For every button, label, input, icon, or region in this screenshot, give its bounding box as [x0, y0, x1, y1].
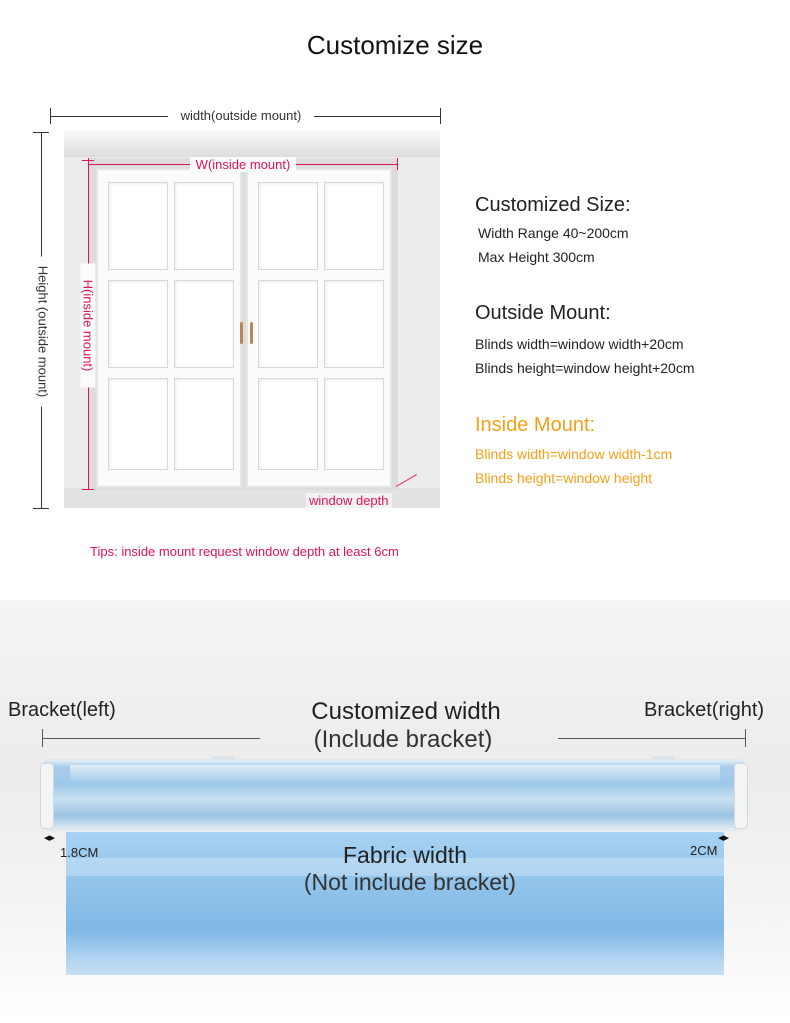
right-sash — [246, 168, 392, 488]
customized-width-label: Customized width — [311, 698, 501, 725]
left-sash — [96, 168, 242, 488]
outside-width-label: width(outside mount) — [168, 108, 314, 123]
outside-width-rule: Blinds width=window width+20cm — [475, 336, 684, 352]
inside-height-label: H(inside mount) — [81, 264, 96, 388]
fabric-width-label: Fabric width — [343, 842, 467, 868]
tips-note — [90, 544, 399, 559]
window-depth-label: window depth — [306, 493, 392, 508]
tube-highlight — [70, 765, 720, 783]
inside-width-rule: Blinds width=window width-1cm — [475, 446, 673, 462]
not-include-bracket-label: (Not include bracket) — [303, 869, 517, 895]
window-handle-left — [240, 322, 243, 344]
tips-text: inside mount request window depth at least 6cm — [117, 544, 399, 559]
width-range-text: Width Range 40~200cm — [478, 225, 629, 241]
max-height-text: Max Height 300cm — [478, 249, 595, 265]
outside-height-label: Height (outside mount) — [36, 257, 51, 407]
bracket-right — [734, 763, 748, 829]
left-gap-arrow: ◂▸ — [44, 832, 56, 844]
bracket-left — [40, 763, 54, 829]
outside-height-rule: Blinds height=window height+20cm — [475, 360, 695, 376]
include-bracket-label: (Include bracket) — [313, 726, 493, 753]
page-title: Customize size — [306, 30, 484, 60]
window-handle-right — [250, 322, 253, 344]
inside-mount-heading: Inside Mount: — [475, 414, 596, 436]
left-gap-label: 1.8CM — [60, 845, 99, 860]
customized-size-heading: Customized Size: — [475, 194, 631, 216]
outside-mount-heading: Outside Mount: — [475, 302, 611, 324]
inside-width-label: W(inside mount) — [190, 157, 296, 172]
right-gap-arrow: ◂▸ — [718, 832, 730, 844]
right-gap-label: 2CM — [690, 843, 718, 858]
inside-height-rule: Blinds height=window height — [475, 470, 653, 486]
bracket-left-label: Bracket(left) — [8, 699, 116, 721]
tips-key: Tips: — [90, 544, 118, 559]
fabric-fade — [66, 930, 724, 975]
bracket-right-label: Bracket(right) — [644, 699, 765, 721]
